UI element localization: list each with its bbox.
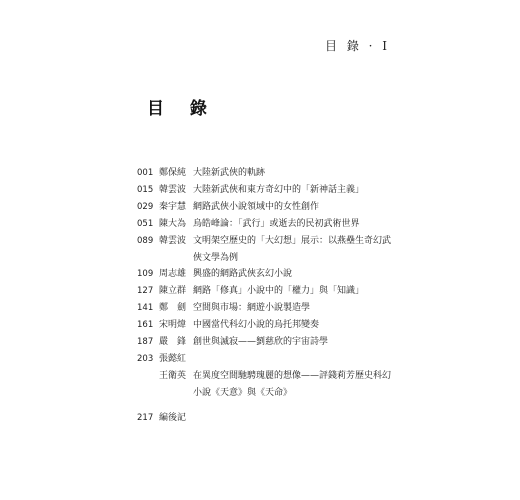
toc-page-number: 029 <box>137 201 154 212</box>
spacer <box>137 402 397 410</box>
toc-entry <box>137 199 397 216</box>
toc-page-number: 001 <box>137 168 154 178</box>
toc-entry <box>137 368 397 402</box>
toc-entry <box>137 317 397 334</box>
toc-page-number: 161 <box>137 320 154 331</box>
toc-title: 大陸新武俠的軌跡 <box>193 168 266 178</box>
toc-title: 創世與滅寂——劉慈欣的宇宙詩學 <box>193 337 329 348</box>
toc-author: 周志雄 <box>159 269 187 280</box>
toc-entry <box>137 266 397 283</box>
toc-author: 編後記 <box>159 412 187 423</box>
toc-entry <box>137 165 397 182</box>
toc-author: 王衛英 <box>159 370 187 381</box>
toc-author: 秦宇慧 <box>159 201 187 212</box>
toc-title: 網路武俠小說領域中的女性創作 <box>193 201 320 212</box>
toc-title: 網路「修真」小說中的「權力」與「知識」 <box>193 286 365 297</box>
toc-page-number: 187 <box>137 337 154 348</box>
toc-entry <box>137 216 397 233</box>
toc-page-number: 217 <box>137 412 154 423</box>
toc-author: 韓雲波 <box>159 184 187 195</box>
toc-author: 陳大為 <box>159 218 187 229</box>
toc-title: 在異度空間馳騁瑰麗的想像——評錢莉芳歷史科幻小說《天意》與《天命》 <box>193 370 392 398</box>
toc-title: 中國當代科幻小說的烏托邦變奏 <box>193 320 320 331</box>
toc-author: 韓雲波 <box>159 235 187 246</box>
toc-title: 烏皓峰論：「武行」或逝去的民初武術世界 <box>193 218 360 229</box>
toc-entry <box>137 233 397 267</box>
toc-title <box>193 351 397 368</box>
toc-page-number: 109 <box>137 269 154 280</box>
toc-entry <box>137 300 397 317</box>
toc-author: 鄭保純 <box>159 168 187 178</box>
toc-author: 宋明煒 <box>159 320 187 331</box>
toc-author: 嚴 鋒 <box>159 337 187 348</box>
toc-page-number: 127 <box>137 286 154 297</box>
toc-title: 大陸新武俠和東方奇幻中的「新神話主義」 <box>193 184 365 195</box>
toc-entry <box>137 334 397 351</box>
toc-entry <box>137 182 397 199</box>
table-of-contents <box>137 165 397 427</box>
toc-entry <box>137 410 397 427</box>
toc-page-number: 015 <box>137 184 154 195</box>
toc-title: 空間與市場：網遊小說製造學 <box>193 303 311 314</box>
toc-page-number: 089 <box>137 235 154 246</box>
toc-entry <box>137 351 397 368</box>
toc-title <box>193 410 397 427</box>
toc-author: 鄭 劍 <box>159 303 187 314</box>
toc-title: 興盛的網路武俠玄幻小說 <box>193 269 293 280</box>
toc-page-number: 051 <box>137 218 154 229</box>
toc-entry <box>137 283 397 300</box>
toc-author: 陳立群 <box>159 286 187 297</box>
toc-title: 文明架空歷史的「大幻想」展示：以燕壘生奇幻武俠文學為例 <box>193 235 392 263</box>
toc-page-number: 203 <box>137 353 154 364</box>
running-head: 目 錄 · I <box>325 39 390 53</box>
page-title: 目 錄 <box>147 99 217 119</box>
toc-page-number: 141 <box>137 303 154 314</box>
toc-author: 張懿紅 <box>159 353 187 364</box>
